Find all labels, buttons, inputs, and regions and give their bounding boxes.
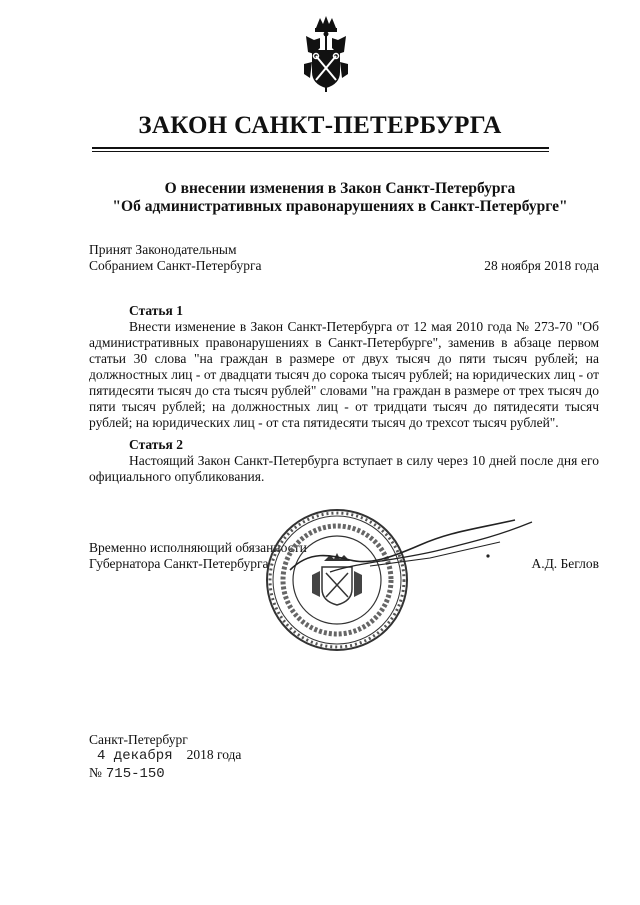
- title-underline-thin: [92, 151, 549, 152]
- signer-role-line-1: Временно исполняющий обязанности: [89, 540, 307, 555]
- signer-role-line-2: Губернатора Санкт-Петербурга: [89, 556, 269, 571]
- adoption-line-1: Принят Законодательным: [89, 242, 237, 257]
- article-2-heading: Статья 2: [129, 437, 183, 452]
- signing-year: 2018 года: [186, 747, 242, 762]
- signing-place: Санкт-Петербург: [89, 732, 188, 747]
- article-1-heading: Статья 1: [129, 303, 183, 318]
- signer-name: А.Д. Беглов: [531, 556, 599, 571]
- law-number-row: [89, 764, 165, 782]
- article-2-text: Настоящий Закон Санкт-Петербурга вступает в силу через 10 дней после дня его официального опубликования.: [89, 453, 599, 484]
- adoption-date: 28 ноября 2018 года: [484, 258, 599, 273]
- title-underline: [92, 147, 549, 149]
- subject-line-2: "Об административных правонарушениях в Санкт-Петербурге": [112, 198, 568, 215]
- law-title: ЗАКОН САНКТ-ПЕТЕРБУРГА: [138, 112, 502, 139]
- article-1-text: Внести изменение в Закон Санкт-Петербурга от 12 мая 2010 года № 273-70 "Об административных правонарушениях в Санкт-Петербурге", заменив в абзаце первом статьи 30 слова "на граждан в размере от двух тысяч до пяти тысяч рублей; на должностных лиц - от двадцати тысяч до сорока тысяч рублей; на юридических лиц - от пятидесяти тысяч до ста тысяч рублей" словами "на граждан в размере от трех тысяч до пяти тысяч рублей; на должностных лиц - от тридцати тысяч до пятидесяти тысяч рублей; на юридических лиц - от ста пятидесяти тысяч до трехсот тысяч рублей".: [89, 319, 599, 430]
- signing-date-row: [89, 746, 241, 764]
- signing-day-stamp: 4 декабря: [97, 748, 173, 764]
- law-number: 715-150: [105, 766, 165, 782]
- coat-of-arms-icon: [300, 14, 352, 94]
- handwritten-signature-icon: [270, 500, 540, 595]
- subject-line-1: О внесении изменения в Закон Санкт-Петербурга: [164, 180, 516, 197]
- adoption-line-2: Собранием Санкт-Петербурга: [89, 258, 262, 273]
- law-number-prefix: №: [89, 765, 102, 780]
